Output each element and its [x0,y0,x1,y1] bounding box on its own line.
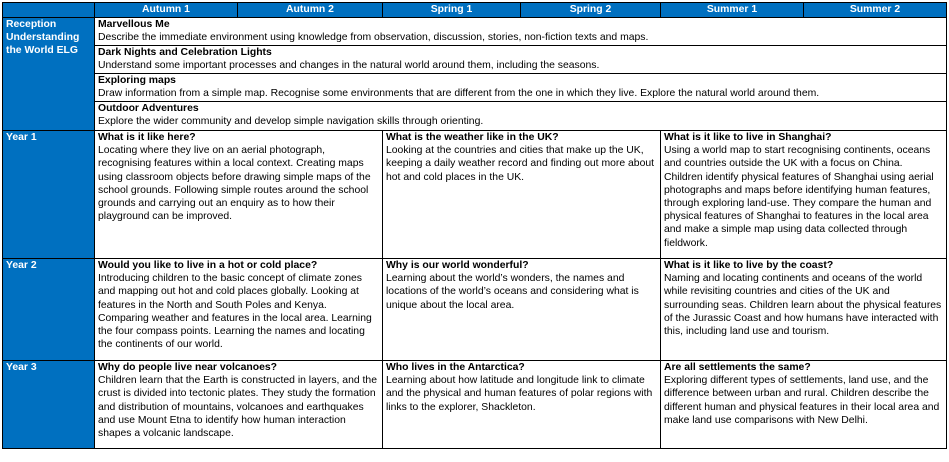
header-autumn-1: Autumn 1 [95,3,238,18]
unit-text: Naming and locating continents and oceans of the world while revisiting countries and cities of the UK and surrounding seas. Children learn about the physical features of the Jurassic Coast and how humans have interacted with this, including land use and tourism. [664,273,942,338]
unit-text: Children learn that the Earth is constructed in layers, and the crust is divided into tectonic plates. They study the formation and distribution of mountains, volcanoes and earthquakes and use Mount Etna to identify how human interaction shapes a volcanic landscape. [98,375,377,440]
unit-title: Why do people live near volcanoes? [98,362,277,373]
curriculum-table [2,2,947,449]
unit-title: What is the weather like in the UK? [386,132,559,143]
header-summer-1: Summer 1 [661,3,804,18]
unit-title: Why is our world wonderful? [386,260,529,271]
row-label-year-1: Year 1 [3,131,95,259]
year-1-summer-unit [661,131,947,259]
unit-title: What is it like to live by the coast? [664,260,834,271]
year-1-autumn-unit [95,131,383,259]
unit-title: What is it like here? [98,132,196,143]
row-label-year-3: Year 3 [3,361,95,449]
year-2-spring-unit [383,259,661,361]
header-autumn-2: Autumn 2 [238,3,383,18]
year-3-summer-unit [661,361,947,449]
unit-title: Outdoor Adventures [98,103,199,114]
year-3-spring-unit [383,361,661,449]
unit-title: Who lives in the Antarctica? [386,362,525,373]
row-label-reception: Reception Understanding the World ELG [3,18,95,131]
unit-title: Marvellous Me [98,19,170,30]
header-row [3,3,947,18]
unit-title: Would you like to live in a hot or cold place? [98,260,318,271]
year-2-autumn-unit [95,259,383,361]
unit-text: Learning about the world’s wonders, the names and locations of the world’s oceans and considering what is unique about the local area. [386,273,639,311]
reception-unit-3 [95,74,947,102]
reception-row-4 [3,102,947,131]
unit-text: Looking at the countries and cities that make up the UK, keeping a daily weather record and finding out more about hot and cold places in the UK. [386,145,655,183]
unit-text: Introducing children to the basic concept of climate zones and mapping out hot and cold places globally. Looking at features in the North and South Poles and Kenya. Comparing weather and features in the local area. Learning the four compass points. Learning the names and locating the continents of our world. [98,273,372,351]
unit-text: Understand some important processes and changes in the natural world around them, including the seasons. [98,60,600,72]
header-corner [3,3,95,18]
header-spring-2: Spring 2 [521,3,661,18]
unit-text: Draw information from a simple map. Recognise some environments that are different from the one in which they live. Explore the natural world around them. [98,88,820,100]
year-3-autumn-unit [95,361,383,449]
year-1-spring-unit [383,131,661,259]
unit-title: What is it like to live in Shanghai? [664,132,832,143]
reception-unit-2 [95,46,947,74]
unit-text: Learning about how latitude and longitude link to climate and the physical and human features of polar regions with links to the explorer, Shackleton. [386,375,653,413]
unit-text: Explore the wider community and develop simple navigation skills through orienting. [98,116,484,128]
year-2-summer-unit [661,259,947,361]
header-spring-1: Spring 1 [383,3,521,18]
unit-title: Are all settlements the same? [664,362,811,373]
year-2-row [3,259,947,361]
unit-text: Locating where they live on an aerial photograph, recognising features within a local context. Creating maps using classroom objects before drawing simple maps of the school grounds. Following simple routes around the school grounds and carrying out an enquiry as to how their playground can be improved. [98,145,371,223]
unit-title: Dark Nights and Celebration Lights [98,47,272,58]
reception-row-2 [3,46,947,74]
row-label-year-2: Year 2 [3,259,95,361]
reception-row-3 [3,74,947,102]
year-3-row [3,361,947,449]
header-summer-2: Summer 2 [804,3,947,18]
reception-unit-1 [95,18,947,46]
reception-row-1 [3,18,947,46]
unit-text: Using a world map to start recognising continents, oceans and countries outside the UK with a focus on China. Children identify physical features of Shanghai using aerial photographs and maps before identifying human features, through exploring land-use. They compare the human and physical features of Shanghai to features in the local area and make a simple map using data collected through fieldwork. [664,145,934,249]
unit-text: Exploring different types of settlements, land use, and the difference between urban and rural. Children describe the different human and physical features in their local area and make land use comparisons with New Delhi. [664,375,940,426]
year-1-row [3,131,947,259]
reception-unit-4 [95,102,947,131]
unit-text: Describe the immediate environment using knowledge from observation, discussion, stories, non-fiction texts and maps. [98,32,649,44]
unit-title: Exploring maps [98,75,176,86]
